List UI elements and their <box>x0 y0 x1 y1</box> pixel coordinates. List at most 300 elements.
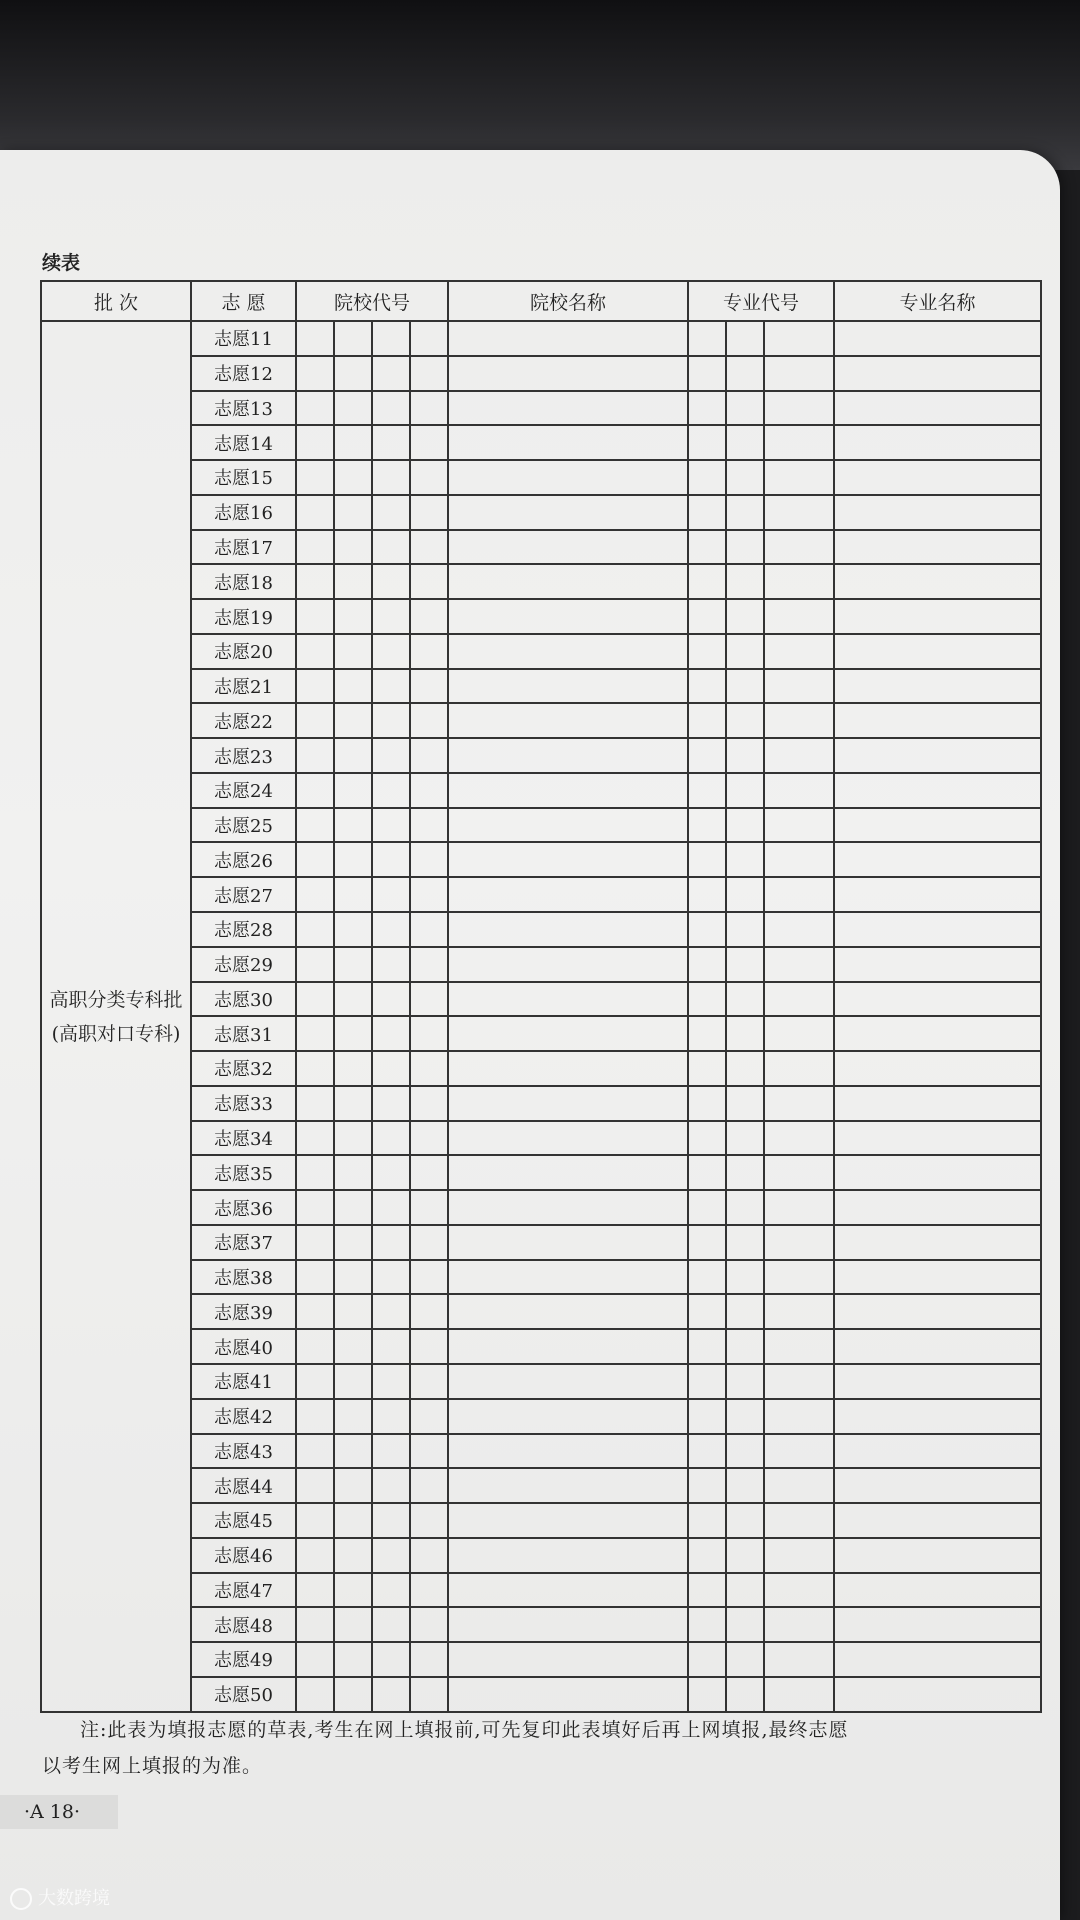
major-code-digit[interactable] <box>688 495 726 530</box>
school-name-field[interactable] <box>448 391 688 426</box>
school-code-digit[interactable] <box>334 1573 372 1608</box>
school-code-digit[interactable] <box>334 1503 372 1538</box>
major-code-digit[interactable] <box>688 842 726 877</box>
major-code-digit[interactable] <box>726 1329 764 1364</box>
major-code-digit[interactable] <box>764 1642 834 1677</box>
major-code-digit[interactable] <box>688 425 726 460</box>
school-code-digit[interactable] <box>334 773 372 808</box>
major-name-field[interactable] <box>834 1503 1041 1538</box>
school-code-digit[interactable] <box>296 1294 334 1329</box>
school-code-digit[interactable] <box>296 321 334 356</box>
school-code-digit[interactable] <box>334 1329 372 1364</box>
major-name-field[interactable] <box>834 1086 1041 1121</box>
school-code-digit[interactable] <box>296 356 334 391</box>
major-name-field[interactable] <box>834 1051 1041 1086</box>
major-code-digit[interactable] <box>764 1503 834 1538</box>
school-code-digit[interactable] <box>372 947 410 982</box>
school-code-digit[interactable] <box>372 703 410 738</box>
school-name-field[interactable] <box>448 773 688 808</box>
school-code-digit[interactable] <box>296 738 334 773</box>
major-name-field[interactable] <box>834 356 1041 391</box>
school-code-digit[interactable] <box>296 1399 334 1434</box>
school-code-digit[interactable] <box>372 1399 410 1434</box>
major-name-field[interactable] <box>834 564 1041 599</box>
school-code-digit[interactable] <box>296 564 334 599</box>
major-code-digit[interactable] <box>688 1364 726 1399</box>
major-code-digit[interactable] <box>688 1190 726 1225</box>
school-code-digit[interactable] <box>334 877 372 912</box>
school-name-field[interactable] <box>448 356 688 391</box>
school-code-digit[interactable] <box>296 947 334 982</box>
school-code-digit[interactable] <box>410 842 448 877</box>
major-code-digit[interactable] <box>726 1121 764 1156</box>
major-code-digit[interactable] <box>726 669 764 704</box>
school-code-digit[interactable] <box>372 1329 410 1364</box>
school-code-digit[interactable] <box>410 1399 448 1434</box>
school-code-digit[interactable] <box>334 1016 372 1051</box>
major-code-digit[interactable] <box>726 1190 764 1225</box>
school-code-digit[interactable] <box>334 947 372 982</box>
major-code-digit[interactable] <box>764 1364 834 1399</box>
major-code-digit[interactable] <box>688 1607 726 1642</box>
major-code-digit[interactable] <box>764 947 834 982</box>
major-code-digit[interactable] <box>764 1434 834 1469</box>
major-code-digit[interactable] <box>726 947 764 982</box>
school-code-digit[interactable] <box>410 1364 448 1399</box>
school-name-field[interactable] <box>448 1016 688 1051</box>
major-code-digit[interactable] <box>764 773 834 808</box>
major-name-field[interactable] <box>834 1677 1041 1712</box>
major-code-digit[interactable] <box>764 1573 834 1608</box>
major-code-digit[interactable] <box>688 1294 726 1329</box>
major-code-digit[interactable] <box>688 1399 726 1434</box>
school-code-digit[interactable] <box>410 1051 448 1086</box>
major-code-digit[interactable] <box>688 877 726 912</box>
school-code-digit[interactable] <box>410 1225 448 1260</box>
school-name-field[interactable] <box>448 669 688 704</box>
school-code-digit[interactable] <box>334 912 372 947</box>
school-name-field[interactable] <box>448 599 688 634</box>
major-code-digit[interactable] <box>764 1677 834 1712</box>
school-code-digit[interactable] <box>372 877 410 912</box>
school-code-digit[interactable] <box>334 703 372 738</box>
school-name-field[interactable] <box>448 703 688 738</box>
major-name-field[interactable] <box>834 982 1041 1017</box>
school-code-digit[interactable] <box>334 738 372 773</box>
major-code-digit[interactable] <box>764 1086 834 1121</box>
school-code-digit[interactable] <box>372 530 410 565</box>
school-code-digit[interactable] <box>410 356 448 391</box>
school-code-digit[interactable] <box>334 530 372 565</box>
school-code-digit[interactable] <box>410 773 448 808</box>
school-code-digit[interactable] <box>296 842 334 877</box>
major-code-digit[interactable] <box>764 425 834 460</box>
major-code-digit[interactable] <box>764 912 834 947</box>
major-code-digit[interactable] <box>726 425 764 460</box>
school-code-digit[interactable] <box>334 1225 372 1260</box>
major-name-field[interactable] <box>834 1364 1041 1399</box>
school-code-digit[interactable] <box>334 1155 372 1190</box>
school-code-digit[interactable] <box>372 912 410 947</box>
school-code-digit[interactable] <box>334 1677 372 1712</box>
major-code-digit[interactable] <box>764 1190 834 1225</box>
major-code-digit[interactable] <box>726 842 764 877</box>
school-code-digit[interactable] <box>296 1190 334 1225</box>
major-code-digit[interactable] <box>726 1260 764 1295</box>
major-code-digit[interactable] <box>764 1155 834 1190</box>
school-code-digit[interactable] <box>334 321 372 356</box>
school-code-digit[interactable] <box>334 982 372 1017</box>
major-code-digit[interactable] <box>726 808 764 843</box>
school-code-digit[interactable] <box>334 460 372 495</box>
major-code-digit[interactable] <box>764 1016 834 1051</box>
major-code-digit[interactable] <box>764 495 834 530</box>
major-code-digit[interactable] <box>764 530 834 565</box>
major-code-digit[interactable] <box>688 321 726 356</box>
major-name-field[interactable] <box>834 877 1041 912</box>
major-code-digit[interactable] <box>726 356 764 391</box>
major-code-digit[interactable] <box>764 703 834 738</box>
major-code-digit[interactable] <box>764 877 834 912</box>
school-code-digit[interactable] <box>410 1642 448 1677</box>
major-code-digit[interactable] <box>688 1573 726 1608</box>
school-name-field[interactable] <box>448 1190 688 1225</box>
school-code-digit[interactable] <box>372 1260 410 1295</box>
school-code-digit[interactable] <box>410 1016 448 1051</box>
major-code-digit[interactable] <box>688 1434 726 1469</box>
school-code-digit[interactable] <box>296 1016 334 1051</box>
major-code-digit[interactable] <box>726 460 764 495</box>
major-name-field[interactable] <box>834 495 1041 530</box>
major-code-digit[interactable] <box>726 1503 764 1538</box>
school-name-field[interactable] <box>448 1329 688 1364</box>
school-code-digit[interactable] <box>296 808 334 843</box>
major-code-digit[interactable] <box>726 703 764 738</box>
major-code-digit[interactable] <box>726 1538 764 1573</box>
major-code-digit[interactable] <box>764 1051 834 1086</box>
major-code-digit[interactable] <box>726 877 764 912</box>
major-code-digit[interactable] <box>764 634 834 669</box>
major-name-field[interactable] <box>834 1434 1041 1469</box>
school-code-digit[interactable] <box>296 1677 334 1712</box>
school-code-digit[interactable] <box>334 564 372 599</box>
school-code-digit[interactable] <box>410 530 448 565</box>
school-code-digit[interactable] <box>410 912 448 947</box>
school-code-digit[interactable] <box>410 669 448 704</box>
major-name-field[interactable] <box>834 1155 1041 1190</box>
major-name-field[interactable] <box>834 321 1041 356</box>
major-name-field[interactable] <box>834 947 1041 982</box>
school-code-digit[interactable] <box>296 912 334 947</box>
major-code-digit[interactable] <box>764 391 834 426</box>
school-code-digit[interactable] <box>410 425 448 460</box>
school-code-digit[interactable] <box>296 1573 334 1608</box>
school-name-field[interactable] <box>448 1573 688 1608</box>
school-name-field[interactable] <box>448 634 688 669</box>
major-code-digit[interactable] <box>764 1121 834 1156</box>
school-code-digit[interactable] <box>296 425 334 460</box>
school-code-digit[interactable] <box>296 1086 334 1121</box>
school-code-digit[interactable] <box>334 391 372 426</box>
major-code-digit[interactable] <box>688 738 726 773</box>
school-code-digit[interactable] <box>334 1399 372 1434</box>
major-code-digit[interactable] <box>764 738 834 773</box>
major-code-digit[interactable] <box>726 321 764 356</box>
major-code-digit[interactable] <box>688 1642 726 1677</box>
school-code-digit[interactable] <box>296 1329 334 1364</box>
major-code-digit[interactable] <box>726 982 764 1017</box>
school-code-digit[interactable] <box>334 842 372 877</box>
major-code-digit[interactable] <box>764 460 834 495</box>
school-code-digit[interactable] <box>334 599 372 634</box>
school-code-digit[interactable] <box>296 1364 334 1399</box>
school-code-digit[interactable] <box>410 1329 448 1364</box>
school-code-digit[interactable] <box>372 564 410 599</box>
school-name-field[interactable] <box>448 1086 688 1121</box>
major-code-digit[interactable] <box>764 1225 834 1260</box>
school-code-digit[interactable] <box>334 356 372 391</box>
school-code-digit[interactable] <box>372 1155 410 1190</box>
school-name-field[interactable] <box>448 1677 688 1712</box>
school-code-digit[interactable] <box>372 1573 410 1608</box>
major-code-digit[interactable] <box>688 391 726 426</box>
major-code-digit[interactable] <box>764 1468 834 1503</box>
school-code-digit[interactable] <box>372 1294 410 1329</box>
major-code-digit[interactable] <box>688 912 726 947</box>
school-code-digit[interactable] <box>334 1468 372 1503</box>
major-code-digit[interactable] <box>688 982 726 1017</box>
major-code-digit[interactable] <box>688 564 726 599</box>
school-code-digit[interactable] <box>372 1121 410 1156</box>
school-name-field[interactable] <box>448 912 688 947</box>
major-code-digit[interactable] <box>688 808 726 843</box>
school-code-digit[interactable] <box>410 599 448 634</box>
major-code-digit[interactable] <box>764 356 834 391</box>
school-code-digit[interactable] <box>410 1086 448 1121</box>
major-name-field[interactable] <box>834 1399 1041 1434</box>
major-name-field[interactable] <box>834 599 1041 634</box>
major-code-digit[interactable] <box>726 1607 764 1642</box>
major-code-digit[interactable] <box>688 703 726 738</box>
school-code-digit[interactable] <box>410 1260 448 1295</box>
major-code-digit[interactable] <box>688 773 726 808</box>
school-code-digit[interactable] <box>296 460 334 495</box>
school-code-digit[interactable] <box>372 425 410 460</box>
school-code-digit[interactable] <box>410 634 448 669</box>
school-code-digit[interactable] <box>296 634 334 669</box>
school-code-digit[interactable] <box>410 1503 448 1538</box>
major-code-digit[interactable] <box>688 1538 726 1573</box>
school-code-digit[interactable] <box>410 391 448 426</box>
major-code-digit[interactable] <box>726 391 764 426</box>
major-code-digit[interactable] <box>688 356 726 391</box>
school-code-digit[interactable] <box>334 1434 372 1469</box>
major-name-field[interactable] <box>834 669 1041 704</box>
school-name-field[interactable] <box>448 321 688 356</box>
school-name-field[interactable] <box>448 460 688 495</box>
major-code-digit[interactable] <box>726 495 764 530</box>
major-code-digit[interactable] <box>726 1573 764 1608</box>
major-name-field[interactable] <box>834 634 1041 669</box>
school-name-field[interactable] <box>448 1294 688 1329</box>
school-name-field[interactable] <box>448 1364 688 1399</box>
major-name-field[interactable] <box>834 773 1041 808</box>
school-code-digit[interactable] <box>296 1642 334 1677</box>
major-name-field[interactable] <box>834 1121 1041 1156</box>
school-code-digit[interactable] <box>372 321 410 356</box>
major-name-field[interactable] <box>834 1468 1041 1503</box>
school-code-digit[interactable] <box>334 1260 372 1295</box>
school-code-digit[interactable] <box>410 877 448 912</box>
school-code-digit[interactable] <box>334 634 372 669</box>
school-name-field[interactable] <box>448 1225 688 1260</box>
school-name-field[interactable] <box>448 530 688 565</box>
school-code-digit[interactable] <box>372 599 410 634</box>
school-code-digit[interactable] <box>410 321 448 356</box>
school-code-digit[interactable] <box>334 1190 372 1225</box>
major-code-digit[interactable] <box>726 1016 764 1051</box>
school-code-digit[interactable] <box>296 1468 334 1503</box>
school-code-digit[interactable] <box>334 669 372 704</box>
school-code-digit[interactable] <box>372 634 410 669</box>
major-code-digit[interactable] <box>764 1399 834 1434</box>
major-code-digit[interactable] <box>726 912 764 947</box>
school-name-field[interactable] <box>448 947 688 982</box>
school-code-digit[interactable] <box>334 1051 372 1086</box>
school-name-field[interactable] <box>448 1155 688 1190</box>
major-code-digit[interactable] <box>726 634 764 669</box>
major-name-field[interactable] <box>834 391 1041 426</box>
major-code-digit[interactable] <box>726 1364 764 1399</box>
major-name-field[interactable] <box>834 912 1041 947</box>
school-code-digit[interactable] <box>410 738 448 773</box>
school-code-digit[interactable] <box>410 1155 448 1190</box>
school-code-digit[interactable] <box>296 1155 334 1190</box>
major-name-field[interactable] <box>834 530 1041 565</box>
major-code-digit[interactable] <box>764 564 834 599</box>
school-code-digit[interactable] <box>296 877 334 912</box>
school-code-digit[interactable] <box>372 1086 410 1121</box>
major-code-digit[interactable] <box>764 1260 834 1295</box>
school-name-field[interactable] <box>448 1434 688 1469</box>
school-code-digit[interactable] <box>296 599 334 634</box>
major-code-digit[interactable] <box>688 634 726 669</box>
school-name-field[interactable] <box>448 1051 688 1086</box>
school-code-digit[interactable] <box>296 773 334 808</box>
school-name-field[interactable] <box>448 564 688 599</box>
school-code-digit[interactable] <box>334 495 372 530</box>
school-code-digit[interactable] <box>334 1364 372 1399</box>
school-code-digit[interactable] <box>410 982 448 1017</box>
school-code-digit[interactable] <box>372 669 410 704</box>
major-name-field[interactable] <box>834 1260 1041 1295</box>
school-name-field[interactable] <box>448 808 688 843</box>
major-name-field[interactable] <box>834 1538 1041 1573</box>
school-code-digit[interactable] <box>296 1607 334 1642</box>
school-name-field[interactable] <box>448 982 688 1017</box>
major-code-digit[interactable] <box>688 1468 726 1503</box>
school-code-digit[interactable] <box>372 1642 410 1677</box>
school-name-field[interactable] <box>448 1468 688 1503</box>
major-code-digit[interactable] <box>688 947 726 982</box>
school-code-digit[interactable] <box>334 1086 372 1121</box>
school-code-digit[interactable] <box>410 1434 448 1469</box>
major-code-digit[interactable] <box>764 1538 834 1573</box>
major-code-digit[interactable] <box>688 1260 726 1295</box>
major-code-digit[interactable] <box>726 738 764 773</box>
school-code-digit[interactable] <box>372 1434 410 1469</box>
school-code-digit[interactable] <box>410 1677 448 1712</box>
school-code-digit[interactable] <box>296 703 334 738</box>
major-code-digit[interactable] <box>764 808 834 843</box>
major-code-digit[interactable] <box>764 321 834 356</box>
major-code-digit[interactable] <box>726 1399 764 1434</box>
school-code-digit[interactable] <box>296 669 334 704</box>
school-name-field[interactable] <box>448 425 688 460</box>
major-code-digit[interactable] <box>726 1155 764 1190</box>
major-name-field[interactable] <box>834 1607 1041 1642</box>
school-code-digit[interactable] <box>372 1051 410 1086</box>
major-code-digit[interactable] <box>688 1016 726 1051</box>
school-code-digit[interactable] <box>372 842 410 877</box>
school-code-digit[interactable] <box>372 773 410 808</box>
school-code-digit[interactable] <box>372 738 410 773</box>
major-name-field[interactable] <box>834 1329 1041 1364</box>
school-code-digit[interactable] <box>372 1190 410 1225</box>
school-name-field[interactable] <box>448 1399 688 1434</box>
major-code-digit[interactable] <box>726 1434 764 1469</box>
school-code-digit[interactable] <box>410 808 448 843</box>
major-code-digit[interactable] <box>726 1468 764 1503</box>
school-code-digit[interactable] <box>296 1260 334 1295</box>
school-code-digit[interactable] <box>296 1121 334 1156</box>
major-code-digit[interactable] <box>764 1294 834 1329</box>
school-code-digit[interactable] <box>296 530 334 565</box>
school-code-digit[interactable] <box>410 1121 448 1156</box>
school-code-digit[interactable] <box>334 1121 372 1156</box>
major-name-field[interactable] <box>834 738 1041 773</box>
school-code-digit[interactable] <box>334 1294 372 1329</box>
major-code-digit[interactable] <box>688 1155 726 1190</box>
school-code-digit[interactable] <box>372 1607 410 1642</box>
school-code-digit[interactable] <box>410 1607 448 1642</box>
school-name-field[interactable] <box>448 877 688 912</box>
school-code-digit[interactable] <box>410 1468 448 1503</box>
school-code-digit[interactable] <box>410 564 448 599</box>
school-code-digit[interactable] <box>372 1225 410 1260</box>
school-code-digit[interactable] <box>372 1677 410 1712</box>
major-code-digit[interactable] <box>688 1225 726 1260</box>
school-code-digit[interactable] <box>410 1538 448 1573</box>
major-code-digit[interactable] <box>688 530 726 565</box>
major-name-field[interactable] <box>834 842 1041 877</box>
major-name-field[interactable] <box>834 703 1041 738</box>
school-code-digit[interactable] <box>410 1190 448 1225</box>
major-code-digit[interactable] <box>688 669 726 704</box>
major-code-digit[interactable] <box>688 599 726 634</box>
major-code-digit[interactable] <box>726 1642 764 1677</box>
school-code-digit[interactable] <box>334 1607 372 1642</box>
school-name-field[interactable] <box>448 1260 688 1295</box>
major-name-field[interactable] <box>834 1642 1041 1677</box>
school-code-digit[interactable] <box>372 1538 410 1573</box>
school-code-digit[interactable] <box>372 1364 410 1399</box>
school-code-digit[interactable] <box>372 495 410 530</box>
school-code-digit[interactable] <box>410 1573 448 1608</box>
school-code-digit[interactable] <box>372 982 410 1017</box>
school-code-digit[interactable] <box>410 495 448 530</box>
major-code-digit[interactable] <box>688 1503 726 1538</box>
